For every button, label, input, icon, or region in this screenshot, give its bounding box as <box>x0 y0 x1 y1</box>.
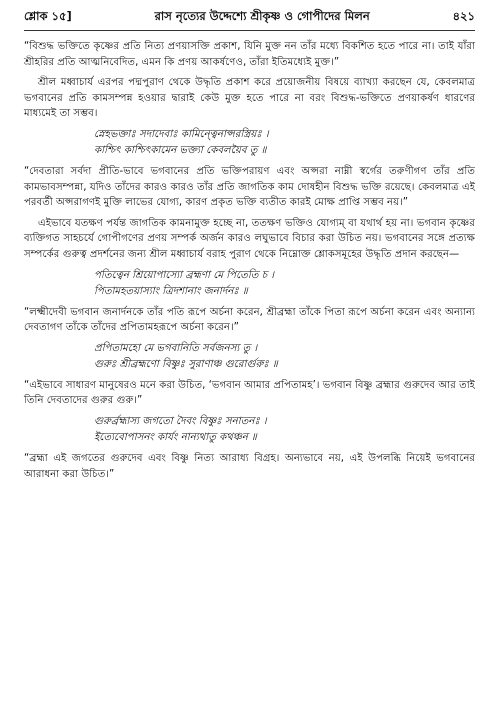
quote-paragraph: “এইভাবে সাধারণ মানুষেরও মনে করা উচিত, ‘ভগবান আমার প্রপিতামহ’। ভগবান বিষ্ণু ব্রহ্মার গুরুদেব আর তাই তিনি দেবতাদের গুরুর গুরু।” <box>24 379 475 407</box>
verse-line: কাশ্চিৎ কাশ্চিৎকামেন ভক্ত্যা কেবলয়ৈব তু ॥ <box>94 144 267 156</box>
sanskrit-verse <box>24 341 475 373</box>
sanskrit-verse <box>24 127 475 159</box>
verse-line: পিতামহতয়াস্যাং ত্রিদশানাং জনার্দনঃ ॥ <box>94 285 248 297</box>
verse-line: গুরুঃ শ্রীব্রহ্মণো বিষ্ণুঃ সুরাণাঞ্চ গুরোর্গুরুঃ ॥ <box>94 358 278 370</box>
running-header <box>24 8 475 31</box>
purport-paragraph: শ্রীল মধ্বাচার্য এরপর পদ্মপুরাণ থেকে উদ্ধৃতি প্রকাশ করে প্রয়োজনীয় বিষয়ে ব্যাখ্যা করছেন যে, কেবলমাত্র ভগবানের প্রতি কামসম্পন্ন হওয়ার দ্বারাই কেউ মুক্ত হতে পারে না বরং বিশুদ্ধ-ভক্তিতে প্রণয়াকর্ষণ ধারণের মাধ্যমেই তা সম্ভব। <box>24 77 475 120</box>
purport-paragraph: এইভাবে যতক্ষণ পর্যন্ত জাগতিক কামনামুক্ত হচ্ছে না, ততক্ষণ ভক্তিও যোগ্যম্ বা যথার্থ হয় না। ভগবান কৃষ্ণের ব্যক্তিগত সাহচর্যে গোপীগণের প্রণয় সম্পর্ক অর্জন কারও লঘুভাবে বিচার করা উচিত নয়। ভগবানের সঙ্গে প্রত্যক্ষ সম্পর্কের গুরুত্ব প্রদর্শনের জন্য শ্রীল মধ্বাচার্য বরাহ পুরাণ থেকে নিম্নোক্ত শ্লোকসমূহের উদ্ধৃতি প্রদান করছেন— <box>24 217 475 260</box>
quote-paragraph: “দেবতারা সর্বদা প্রীতি-ভাবে ভগবানের প্রতি ভক্তিপরায়ণ এবং অপ্সরা নাম্নী স্বর্গের তরুণীগণ তাঁর প্রতি কামভাবসম্পন্না, যদিও তাঁদের কারও কারও তাঁর প্রতি জাগতিক কাম দোষহীন বিশুদ্ধ ভক্তি রয়েছে। কেবলমাত্র এই পরবর্তী অপ্সরাগণই মুক্তি লাভের যোগ্য, কারণ প্রকৃত ভক্তি ব্যতীত কারই মোক্ষ প্রাপ্তি সম্ভব নয়।” <box>24 165 475 209</box>
verse-line: পতিত্বেন শ্রিয়োপাস্যো ব্রহ্মণা মে পিতেতি চ । <box>94 269 274 281</box>
page-number: ৪২১ <box>452 9 475 23</box>
sanskrit-verse <box>24 268 475 300</box>
page-body <box>24 39 475 482</box>
quote-paragraph: “বিশুদ্ধ ভক্তিতে কৃষ্ণের প্রতি নিত্য প্রণয়াসক্তি প্রকাশ, যিনি মুক্ত নন তাঁর মধ্যে বিকশিত হতে পারে না। তাই যাঁরা শ্রীহরির প্রতি আত্মনিবেদিত, এমন কি প্রণয় আকর্ষণেও, তাঁরা ইতিমধ্যেই মুক্ত।” <box>24 41 475 68</box>
quote-paragraph: “লক্ষ্মীদেবী ভগবান জনার্দনকে তাঁর পতি রূপে অর্চনা করেন, শ্রীব্রহ্মা তাঁকে পিতা রূপে অর্চনা করেন এবং অন্যান্য দেবতাগণ তাঁকে তাঁদের প্রপিতামহরূপে অর্চনা করেন।” <box>24 306 475 334</box>
verse-line: প্রপিতামহো মে ভগবানিতি সর্বজনস্য তু । <box>94 342 258 354</box>
sanskrit-verse <box>24 414 475 446</box>
verse-line: গুরুর্ব্রহ্মাস্য জগতো দৈবং বিষ্ণুঃ সনাতনঃ । <box>94 415 267 427</box>
verse-reference: শ্লোক ১৫] <box>24 9 72 23</box>
verse-line: স্নেহভক্তাঃ সদাদেবাঃ কামিন্ত্বেনাপ্সরস্ত্রিয়ঃ । <box>94 128 269 140</box>
chapter-title: রাস নৃত্যের উদ্দেশ্যে শ্রীকৃষ্ণ ও গোপীদের মিলন <box>154 9 370 23</box>
quote-paragraph: “ব্রহ্মা এই জগতের গুরুদেব এবং বিষ্ণু নিত্য আরাধ্য বিগ্রহ। অন্যভাবে নয়, এই উপলব্ধি নিয়েই ভগবানের আরাধনা করা উচিত।” <box>24 452 475 480</box>
verse-line: ইত্যেবোপাসনং কার্যং নান্যথাতু কথঞ্চন ॥ <box>94 431 257 443</box>
